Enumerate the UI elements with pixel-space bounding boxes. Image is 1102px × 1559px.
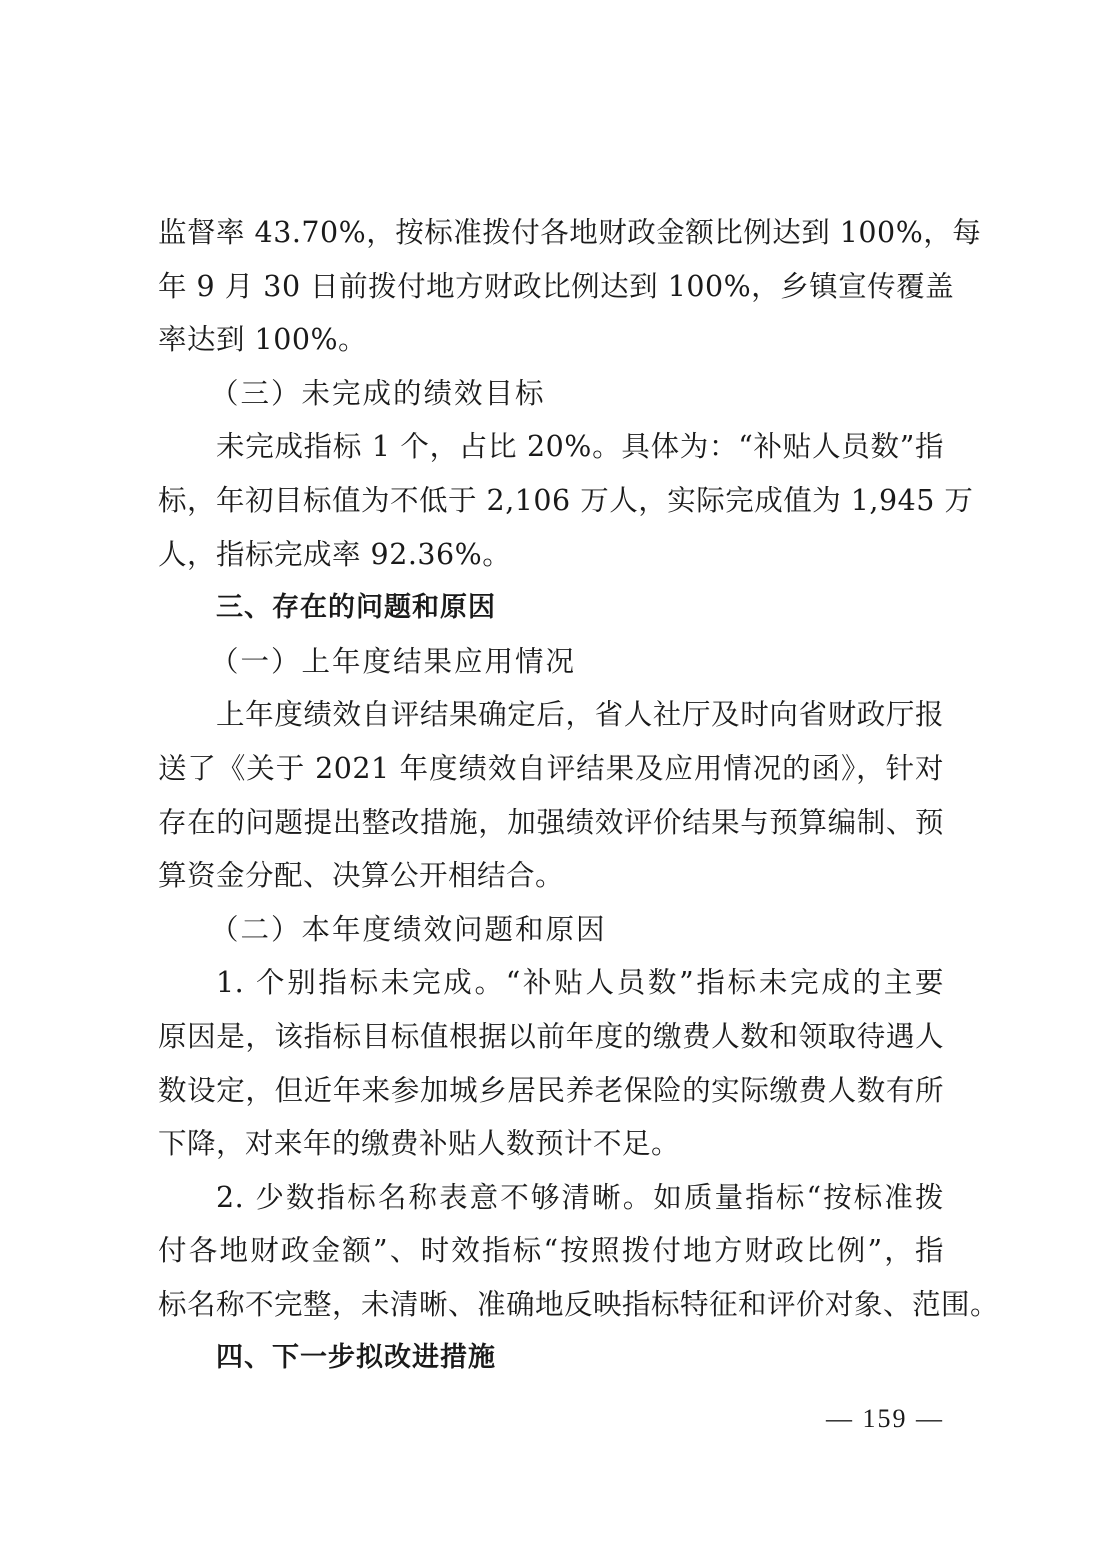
paragraph-line: 原因是，该指标目标值根据以前年度的缴费人数和领取待遇人: [158, 1019, 944, 1053]
document-body: [158, 206, 1000, 1385]
paragraph-line: 标，年初目标值为不低于 2,106 万人，实际完成值为 1,945 万: [158, 483, 974, 517]
paragraph-line: 人，指标完成率 92.36%。: [158, 537, 512, 571]
page-number: — 159 —: [826, 1404, 944, 1433]
paragraph-line: 上年度绩效自评结果确定后，省人社厅及时向省财政厅报: [216, 698, 944, 732]
paragraph-line: 2. 少数指标名称表意不够清晰。如质量指标“按标准拨: [216, 1180, 944, 1214]
paragraph-line: 率达到 100%。: [158, 323, 368, 357]
section-heading: 四、下一步拟改进措施: [216, 1342, 496, 1374]
section-heading: 三、存在的问题和原因: [216, 592, 496, 624]
paragraph-line: 年 9 月 30 日前拨付地方财政比例达到 100%，乡镇宣传覆盖: [158, 269, 955, 303]
paragraph-line: 下降，对来年的缴费补贴人数预计不足。: [158, 1127, 681, 1161]
paragraph-line: 标名称不完整，未清晰、准确地反映指标特征和评价对象、范围。: [158, 1287, 1000, 1321]
paragraph-line: 监督率 43.70%，按标准拨付各地财政金额比例达到 100%，每: [158, 216, 982, 249]
paragraph-line: 数设定，但近年来参加城乡居民养老保险的实际缴费人数有所: [158, 1073, 944, 1107]
paragraph-line: 算资金分配、决算公开相结合。: [158, 859, 565, 893]
paragraph-line: 送了《关于 2021 年度绩效自评结果及应用情况的函》，针对: [158, 751, 944, 785]
subsection-heading: （三）未完成的绩效目标: [210, 376, 546, 410]
subsection-heading: （一）上年度结果应用情况: [210, 644, 577, 678]
paragraph-line: 1. 个别指标未完成。“补贴人员数”指标未完成的主要: [216, 966, 944, 1000]
paragraph-line: 未完成指标 1 个，占比 20%。具体为：“补贴人员数”指: [216, 430, 944, 464]
paragraph-line: 存在的问题提出整改措施，加强绩效评价结果与预算编制、预: [158, 805, 944, 839]
paragraph-line: 付各地财政金额”、时效指标“按照拨付地方财政比例”，指: [158, 1234, 944, 1268]
subsection-heading: （二）本年度绩效问题和原因: [210, 912, 607, 946]
